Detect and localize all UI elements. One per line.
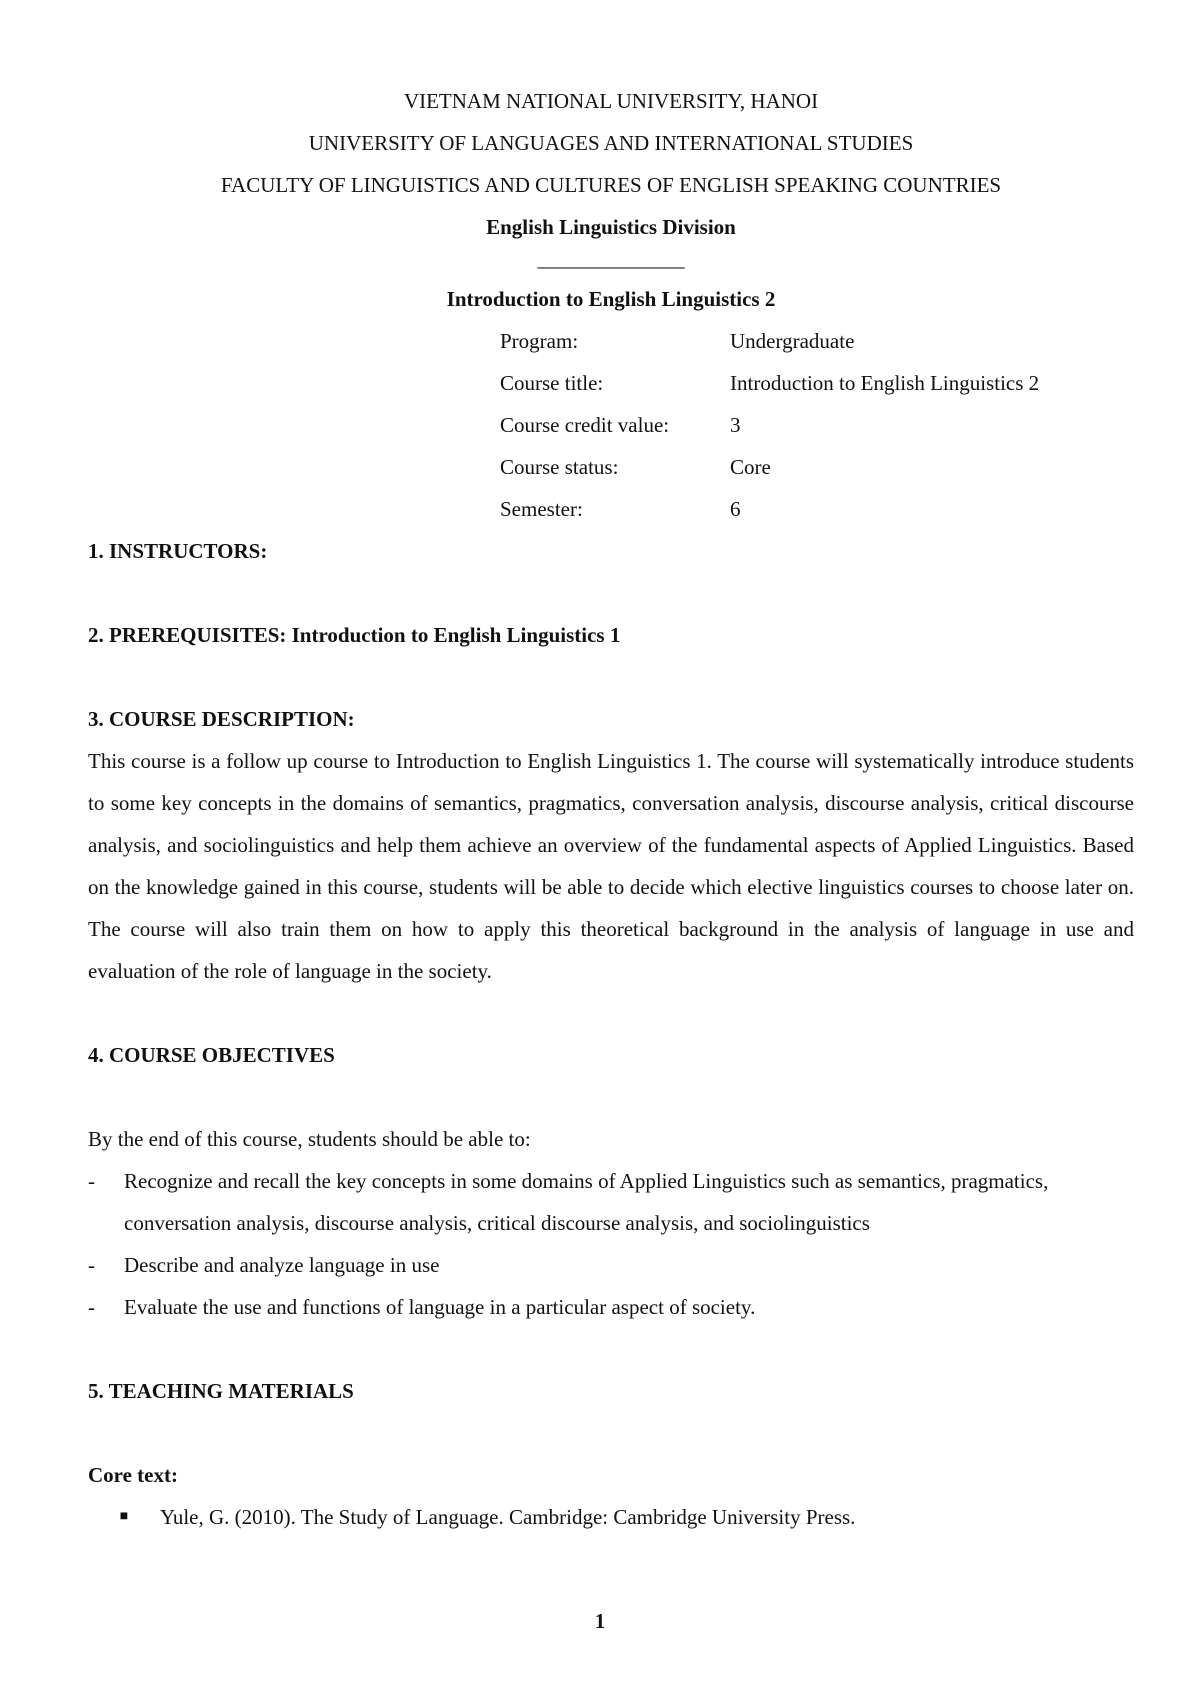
square-bullet-icon: ■ [119,1509,129,1524]
info-value: 3 [730,413,741,437]
section-teaching-materials-title: 5. TEACHING MATERIALS [88,1379,354,1403]
info-label: Course credit value: [500,413,670,437]
info-label: Course status: [500,455,619,479]
info-label: Semester: [500,497,583,521]
objective-item [88,1286,1134,1328]
info-row-program [500,320,1134,362]
objective-text: Describe and analyze language in use [124,1253,440,1277]
dash-bullet-icon: - [88,1253,95,1277]
info-row-semester [500,488,1134,530]
spacer [88,1412,1134,1454]
spacer [88,656,1134,698]
document-page [88,80,1134,1538]
course-info-table [500,320,1134,530]
section-course-description-title: 3. COURSE DESCRIPTION: [88,707,355,731]
dash-bullet-icon: - [88,1169,95,1193]
course-heading: Introduction to English Linguistics 2 [446,287,776,311]
section-course-objectives-title: 4. COURSE OBJECTIVES [88,1043,335,1067]
objective-item [88,1244,1134,1286]
objective-text: Recognize and recall the key concepts in some domains of Applied Linguistics such as semantics, pragmatics, conversation analysis, discourse analysis, critical discourse analysis, and sociolinguistics [124,1169,1049,1235]
spacer [88,1076,1134,1118]
objectives-intro: By the end of this course, students should be able to: [88,1127,531,1151]
objective-text: Evaluate the use and functions of language in a particular aspect of society. [124,1295,756,1319]
info-row-course-title [500,362,1134,404]
info-value: Undergraduate [730,329,855,353]
info-label: Program: [500,329,579,353]
header-rule: ______________ [537,247,685,271]
course-description-text: This course is a follow up course to Introduction to English Linguistics 1. The course will systematically introduce students to some key concepts in the domains of semantics, pragmatics, conversation analysis, discourse analysis, critical discourse analysis, and sociolinguistics and help them achieve an overview of the fundamental aspects of Applied Linguistics. Based on the knowledge gained in this course, students will be able to decide which elective linguistics courses to choose later on. The course will also train them on how to apply this theoretical background in the analysis of language in use and evaluation of the role of language in the society. [88,749,1134,983]
info-value: Introduction to English Linguistics 2 [730,371,1040,395]
dash-bullet-icon: - [88,1295,95,1319]
objective-item [88,1160,1134,1244]
header-school: UNIVERSITY OF LANGUAGES AND INTERNATIONAL STUDIES [308,131,914,155]
spacer [88,1328,1134,1370]
section-instructors: 1. INSTRUCTORS: [88,539,268,563]
core-text-reference: Yule, G. (2010). The Study of Language. Cambridge: Cambridge University Press. [160,1505,856,1529]
info-value: Core [730,455,771,479]
section-prerequisites: 2. PREREQUISITES: Introduction to English Linguistics 1 [88,623,621,647]
page-number: 1 [594,1609,606,1633]
header-division: English Linguistics Division [486,215,736,239]
core-text-item [88,1496,1134,1538]
spacer [88,992,1134,1034]
core-text-label: Core text: [88,1463,178,1487]
info-row-course-status [500,446,1134,488]
header-university: VIETNAM NATIONAL UNIVERSITY, HANOI [403,89,819,113]
info-value: 6 [730,497,741,521]
spacer [88,572,1134,614]
info-row-credit-value [500,404,1134,446]
header-faculty: FACULTY OF LINGUISTICS AND CULTURES OF ENGLISH SPEAKING COUNTRIES [220,173,1002,197]
info-label: Course title: [500,371,604,395]
